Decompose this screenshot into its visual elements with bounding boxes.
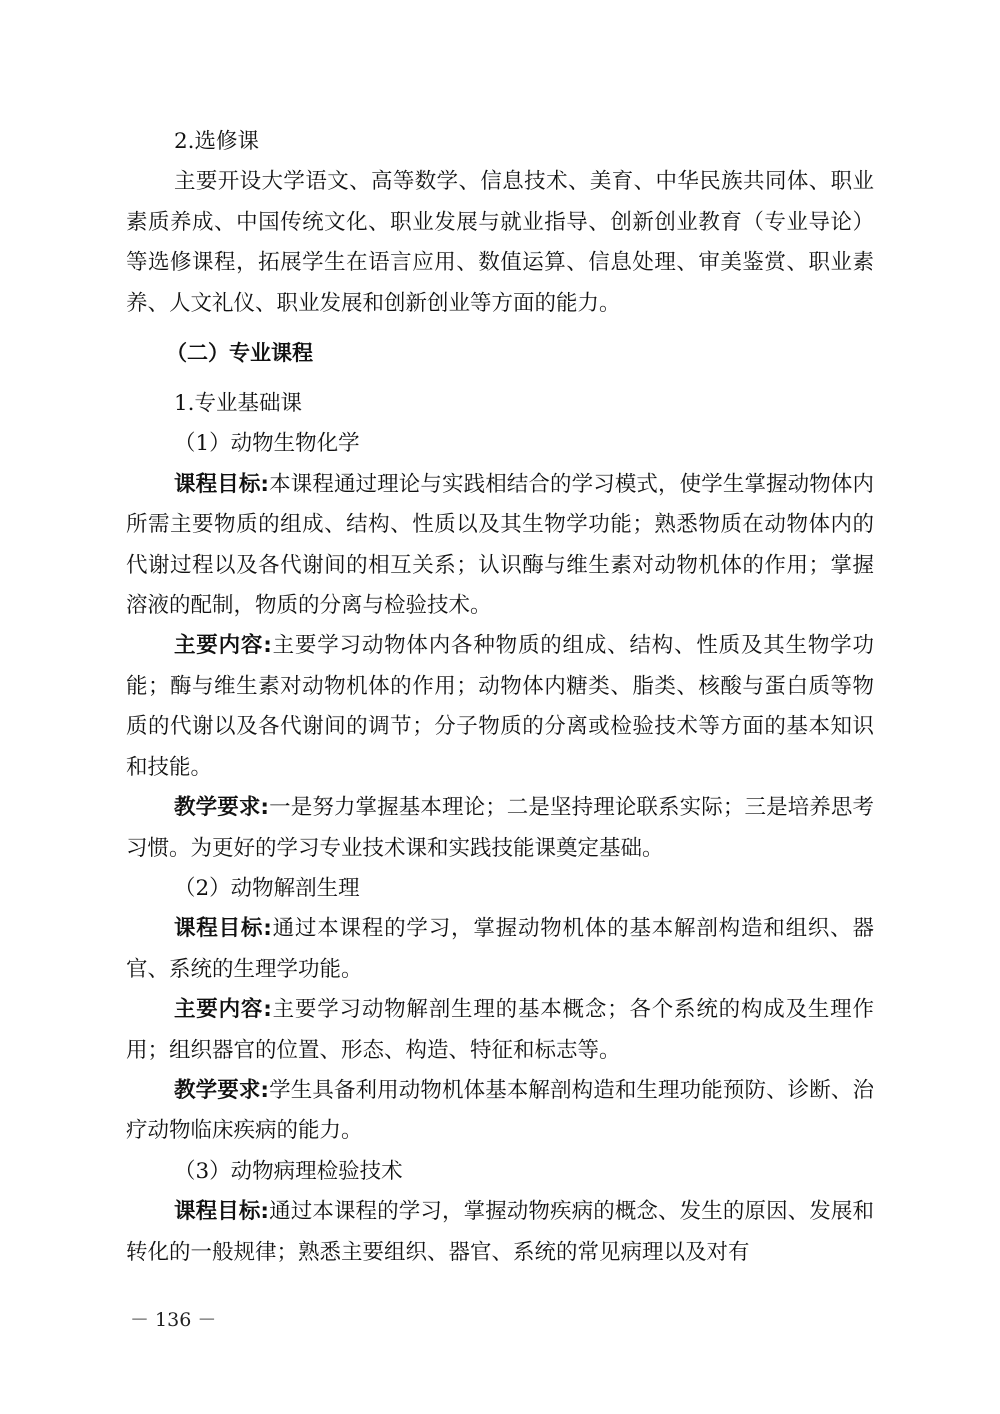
content-text: 主要学习动物解剖生理的基本概念；各个系统的构成及生理作用；组织器官的位置、形态、构造、特征和标志等。 [126, 997, 874, 1063]
electives-heading: 2.选修课 [174, 129, 260, 154]
course-content [126, 626, 874, 788]
section-title: （二）专业课程 [166, 341, 313, 366]
content-label: 主要内容: [174, 633, 272, 659]
course-title: （3）动物病理检验技术 [174, 1158, 403, 1184]
course-title: （2）动物解剖生理 [174, 875, 360, 901]
req-text: 学生具备利用动物机体基本解剖构造和生理功能预防、诊断、治疗动物临床疾病的能力。 [126, 1077, 874, 1144]
content-text: 主要学习动物体内各种物质的组成、结构、性质及其生物学功能；酶与维生素对动物机体的作用；动物体内糖类、脂类、核酸与蛋白质等物质的代谢以及各代谢间的调节；分子物质的分离或检验技术等方面的基本知识和技能。 [126, 633, 874, 780]
course-goal [126, 1192, 874, 1273]
course-goal [126, 465, 874, 627]
page-number: － 136 － [130, 1309, 217, 1331]
req-label: 教学要求: [174, 795, 270, 821]
req-label: 教学要求: [174, 1077, 270, 1103]
document-body [126, 122, 874, 1273]
course-content [126, 990, 874, 1071]
course-requirements [126, 1071, 874, 1152]
course-requirements [126, 788, 874, 869]
goal-label: 课程目标: [174, 916, 272, 942]
goal-label: 课程目标: [174, 471, 270, 497]
course-goal [126, 909, 874, 990]
content-label: 主要内容: [174, 997, 272, 1023]
goal-text: 本课程通过理论与实践相结合的学习模式，使学生掌握动物体内所需主要物质的组成、结构、性质以及其生物学功能；熟悉物质在动物体内的代谢过程以及各代谢间的相互关系；认识酶与维生素对动物机体的作用；掌握溶液的配制，物质的分离与检验技术。 [126, 471, 874, 619]
course-title: （1）动物生物化学 [174, 431, 360, 457]
electives-body: 主要开设大学语文、高等数学、信息技术、美育、中华民族共同体、职业素质养成、中国传统文化、职业发展与就业指导、创新创业教育（专业导论）等选修课程，拓展学生在语言应用、数值运算、信息处理、审美鉴赏、职业素养、人文礼仪、职业发展和创新创业等方面的能力。 [126, 169, 874, 316]
goal-text: 通过本课程的学习，掌握动物机体的基本解剖构造和组织、器官、系统的生理学功能。 [126, 916, 874, 982]
req-text: 一是努力掌握基本理论；二是坚持理论联系实际；三是培养思考习惯。为更好的学习专业技术课和实践技能课奠定基础。 [126, 795, 874, 861]
goal-label: 课程目标: [174, 1199, 270, 1225]
goal-text: 通过本课程的学习，掌握动物疾病的概念、发生的原因、发展和转化的一般规律；熟悉主要组织、器官、系统的常见病理以及对有 [126, 1199, 874, 1265]
basic-courses-heading: 1.专业基础课 [174, 391, 303, 417]
